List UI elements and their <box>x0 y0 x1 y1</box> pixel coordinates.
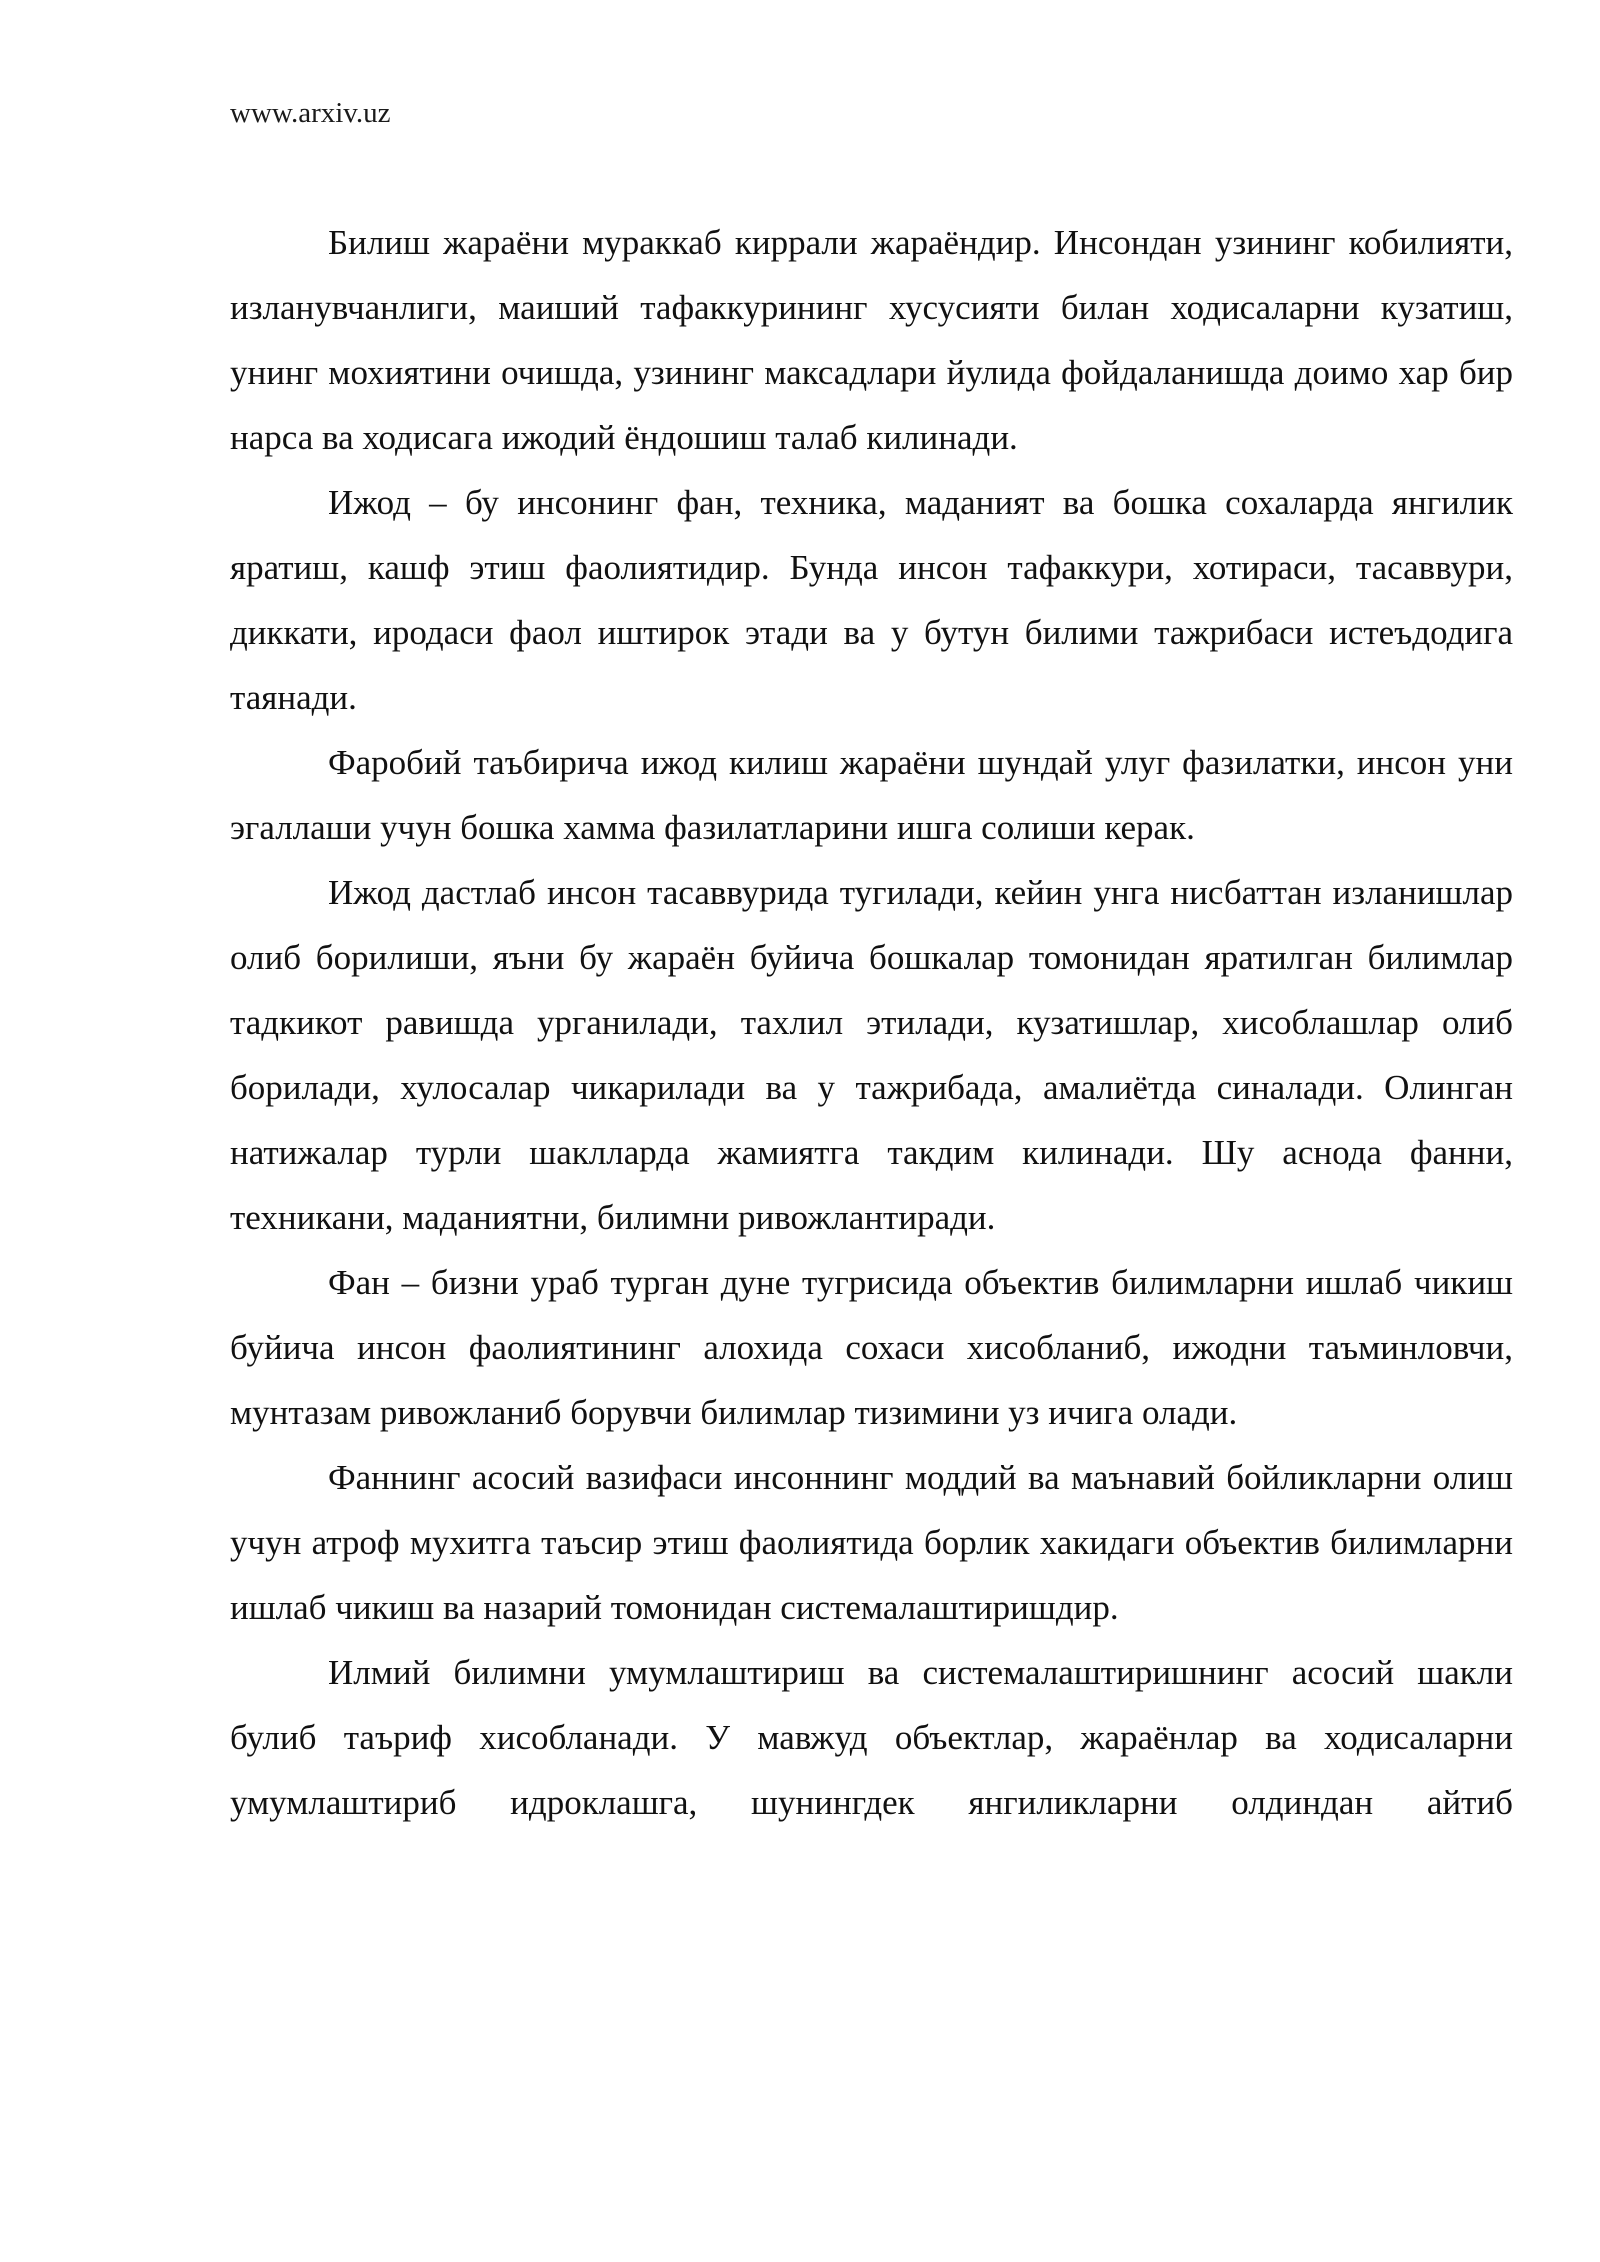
paragraph-1: Билиш жараёни мураккаб киррали жараёндир. Инсондан узининг кобилияти, изланувчанлиги, маиший тафаккурининг хусусияти билан ходисаларни кузатиш, унинг мохиятини очишда, узининг максадлари йулида фойдаланишда доимо хар бир нарса ва ходисага ижодий ёндошиш талаб килинади. <box>230 223 1513 457</box>
document-body <box>230 210 1513 1835</box>
paragraph-5: Фан – бизни ураб турган дуне тугрисида объектив билимларни ишлаб чикиш буйича инсон фаолиятининг алохида сохаси хисобланиб, ижодни таъминловчи, мунтазам ривожланиб борувчи билимлар тизимини уз ичига олади. <box>230 1263 1513 1432</box>
paragraph-2: Ижод – бу инсонинг фан, техника, маданият ва бошка сохаларда янгилик яратиш, кашф этиш фаолиятидир. Бунда инсон тафаккури, хотираси, тасаввури, диккати, иродаси фаол иштирок этади ва у бутун билими тажрибаси истеъдодига таянади. <box>230 483 1513 717</box>
paragraph-7: Илмий билимни умумлаштириш ва системалаштиришнинг асосий шакли булиб таъриф хисобланади. У мавжуд объектлар, жараёнлар ва ходисаларни умумлаштириб идроклашга, шунингдек янгиликларни олдиндан айтиб <box>230 1653 1513 1822</box>
paragraph-6: Фаннинг асосий вазифаси инсоннинг моддий ва маънавий бойликларни олиш учун атроф мухитга таъсир этиш фаолиятида борлик хакидаги объектив билимларни ишлаб чикиш ва назарий томонидан системалаштиришдир. <box>230 1458 1513 1627</box>
paragraph-3: Фаробий таъбирича ижод килиш жараёни шундай улуг фазилатки, инсон уни эгаллаши учун бошка хамма фазилатларини ишга солиши керак. <box>230 743 1513 847</box>
paragraph-4: Ижод дастлаб инсон тасаввурида тугилади, кейин унга нисбаттан изланишлар олиб борилиши, яъни бу жараён буйича бошкалар томонидан яратилган билимлар тадкикот равишда урганилади, тахлил этилади, кузатишлар, хисоблашлар олиб борилади, хулосалар чикарилади ва у тажрибада, амалиётда синалади. Олинган натижалар турли шаклларда жамиятга такдим килинади. Шу аснода фанни, техникани, маданиятни, билимни ривожлантиради. <box>230 873 1513 1237</box>
header-url: www.arxiv.uz <box>230 97 391 129</box>
